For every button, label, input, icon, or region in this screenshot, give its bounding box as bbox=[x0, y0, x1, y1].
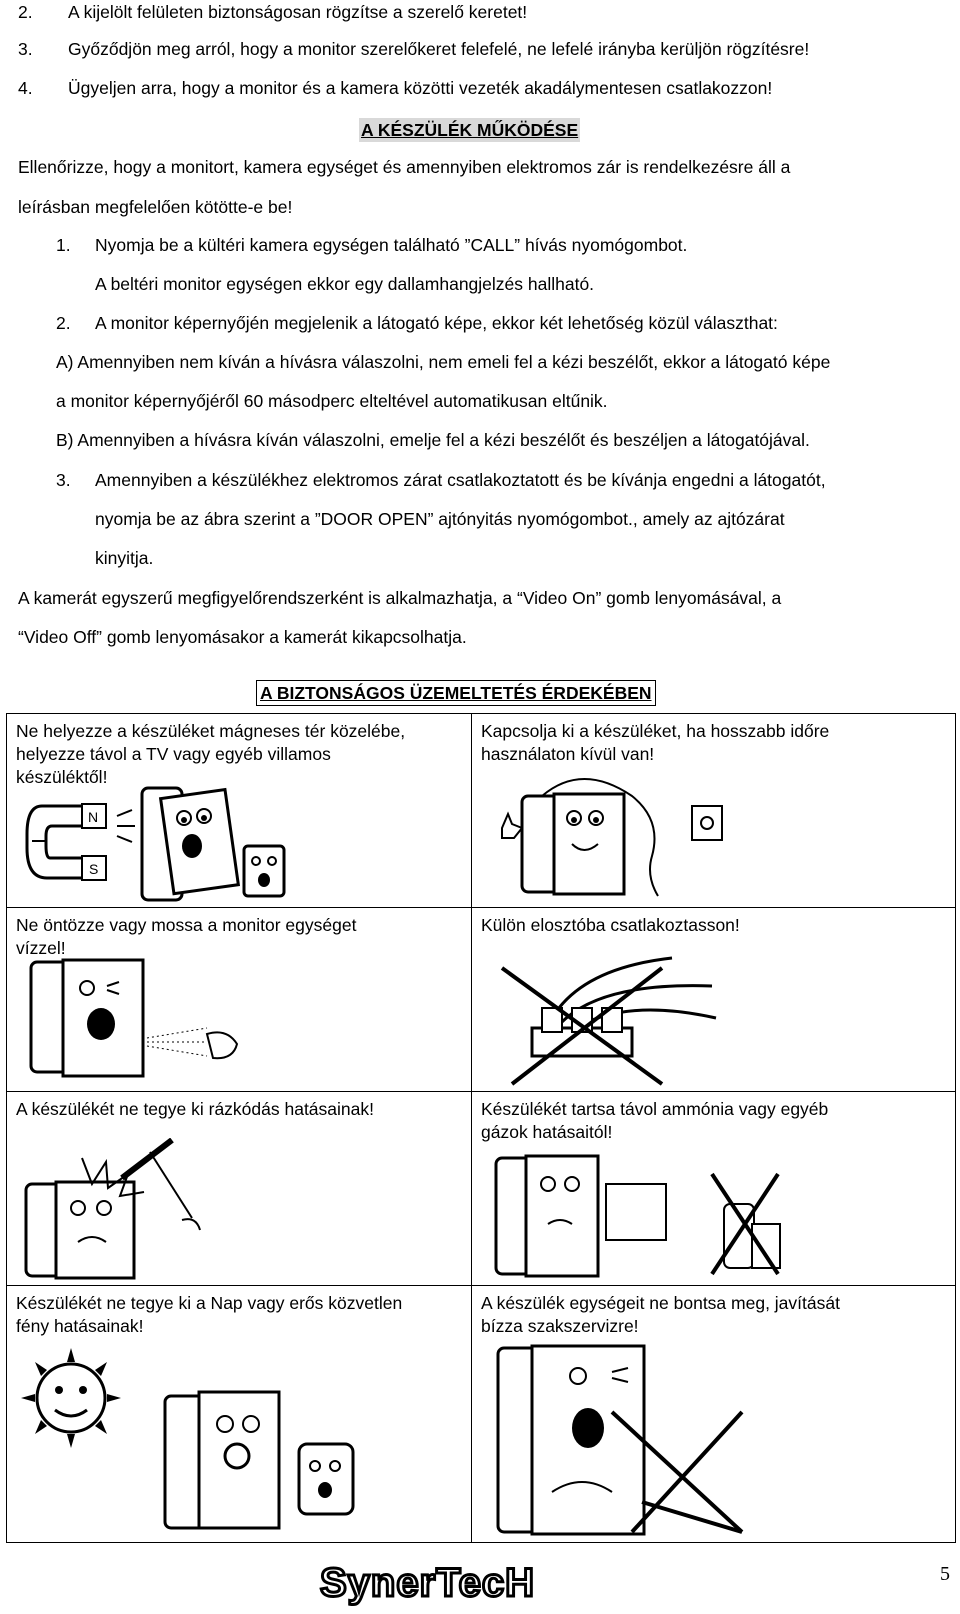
safety-cell bbox=[471, 907, 956, 1092]
safety-text: Készülékét ne tegye ki a Nap vagy erős közvetlen fény hatásainak! bbox=[16, 1293, 403, 1336]
step-number: 2. bbox=[56, 313, 71, 333]
safety-text: A készülék egységeit ne bontsa meg, javítását bízza szakszervizre! bbox=[481, 1293, 840, 1336]
list-number: 3. bbox=[18, 39, 33, 59]
step-text: Amennyiben a készülékhez elektromos zárat csatlakoztatott és be kívánja engedni a látogatót, bbox=[95, 470, 826, 490]
section-heading-safety: A BIZTONSÁGOS ÜZEMELTETÉS ÉRDEKÉBEN bbox=[256, 680, 656, 706]
step-2 bbox=[56, 312, 778, 334]
step-number: 3. bbox=[56, 470, 71, 490]
unplug-monitor-icon bbox=[492, 766, 742, 898]
list-text: A kijelölt felületen biztonságosan rögzítse a szerelő keretet! bbox=[68, 2, 528, 22]
no-disassembly-crossed-icon bbox=[492, 1342, 762, 1538]
list-text: Győződjön meg arról, hogy a monitor szerelőkeret felefelé, ne lefelé irányba kerüljön rögzítésre! bbox=[68, 39, 810, 59]
intro-line: Ellenőrizze, hogy a monitort, kamera egységet és amennyiben elektromos zár is rendelkezésre áll a bbox=[18, 157, 791, 177]
safety-cell bbox=[471, 1285, 956, 1543]
step-3 bbox=[56, 469, 826, 491]
step-text: A monitor képernyőjén megjelenik a látogató képe, ekkor két lehetőség közül választhat: bbox=[95, 313, 778, 333]
safety-cell bbox=[471, 713, 956, 908]
list-item bbox=[18, 1, 527, 23]
synertech-logo bbox=[318, 1558, 598, 1606]
option-a-continuation: a monitor képernyőjéről 60 másodperc elteltével automatikusan eltűnik. bbox=[56, 391, 608, 411]
step-number: 1. bbox=[56, 235, 71, 255]
logo-text: SynerTecH bbox=[320, 1561, 536, 1605]
list-text: Ügyeljen arra, hogy a monitor és a kamera közötti vezeték akadálymentesen csatlakozzon! bbox=[68, 78, 773, 98]
list-number: 2. bbox=[18, 2, 33, 22]
magnet-n-label: N bbox=[88, 809, 99, 825]
step-1-continuation: A beltéri monitor egységen ekkor egy dallamhangjelzés hallható. bbox=[95, 274, 595, 294]
safety-text: Készülékét tartsa távol ammónia vagy egyéb gázok hatásaitól! bbox=[481, 1099, 829, 1142]
list-number: 4. bbox=[18, 78, 33, 98]
gas-chemicals-crossed-icon bbox=[492, 1154, 782, 1280]
magnet-monitor-icon bbox=[22, 786, 322, 904]
safety-cell bbox=[471, 1091, 956, 1286]
safety-text: Külön elosztóba csatlakoztasson! bbox=[481, 915, 740, 935]
multi-plug-crossed-icon bbox=[492, 948, 732, 1088]
safety-text: Ne öntözze vagy mossa a monitor egységet vízzel! bbox=[16, 915, 357, 958]
camera-note: “Video Off” gomb lenyomásakor a kamerát kikapcsolhatja. bbox=[18, 627, 467, 647]
safety-cell bbox=[6, 907, 472, 1092]
sun-monitor-icon bbox=[15, 1344, 375, 1534]
safety-grid bbox=[6, 713, 956, 1543]
intro-line: leírásban megfelelően kötötte-e be! bbox=[18, 197, 293, 217]
option-a: A) Amennyiben nem kíván a hívásra válaszolni, nem emeli fel a kézi beszélőt, ekkor a látogató képe bbox=[56, 352, 831, 372]
step-3-continuation: kinyitja. bbox=[95, 548, 154, 568]
safety-text: A készülékét ne tegye ki rázkódás hatásainak! bbox=[16, 1099, 374, 1119]
option-b: B) Amennyiben a hívásra kíván válaszolni, emelje fel a kézi beszélőt és beszéljen a látogatójával. bbox=[56, 430, 810, 450]
list-item bbox=[18, 77, 772, 99]
safety-text: Ne helyezze a készüléket mágneses tér közelébe, helyezze távol a TV vagy egyéb villamos készüléktől! bbox=[16, 721, 406, 787]
safety-cell bbox=[6, 1091, 472, 1286]
list-item bbox=[18, 38, 809, 60]
water-spray-monitor-icon bbox=[27, 958, 267, 1086]
hammer-shock-monitor-icon bbox=[22, 1138, 242, 1280]
magnet-s-label: S bbox=[89, 861, 99, 877]
camera-note: A kamerát egyszerű megfigyelőrendszerként is alkalmazhatja, a “Video On” gomb lenyomásával, a bbox=[18, 588, 782, 608]
safety-cell bbox=[6, 1285, 472, 1543]
step-1 bbox=[56, 234, 687, 256]
section-heading-operation: A KÉSZÜLÉK MŰKÖDÉSE bbox=[361, 120, 579, 140]
step-text: Nyomja be a kültéri kamera egységen található ”CALL” hívás nyomógombot. bbox=[95, 235, 688, 255]
step-3-continuation: nyomja be az ábra szerint a ”DOOR OPEN” ajtónyitás nyomógombot., amely az ajtózárat bbox=[95, 509, 785, 529]
safety-cell bbox=[6, 713, 472, 908]
page-number: 5 bbox=[940, 1563, 950, 1585]
safety-text: Kapcsolja ki a készüléket, ha hosszabb időre használaton kívül van! bbox=[481, 721, 830, 764]
